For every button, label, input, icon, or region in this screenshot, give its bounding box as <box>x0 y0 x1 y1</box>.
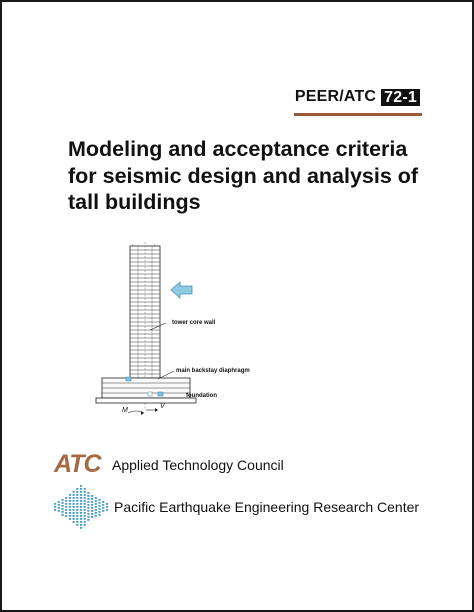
accent-rule <box>294 113 422 116</box>
title-line: for seismic design and analysis of <box>68 163 419 188</box>
label-moment: M <box>122 407 128 414</box>
title-line: Modeling and acceptance criteria <box>68 137 408 161</box>
label-diaphragm: main backstay diaphragm <box>176 368 250 374</box>
svg-text:x: x <box>132 243 134 247</box>
peer-name: Pacific Earthquake Engineering Research Center <box>114 499 420 515</box>
atc-logo: ATC <box>54 450 101 478</box>
series-number: 72-1 <box>381 89 420 106</box>
foundation-mat <box>96 398 196 403</box>
report-title <box>68 136 438 216</box>
svg-text:x: x <box>154 243 156 247</box>
atc-name: Applied Technology Council <box>112 456 284 473</box>
building-diagram-graphic <box>92 240 332 430</box>
series-designation <box>295 88 420 106</box>
series-prefix: PEER/ATC <box>294 88 377 105</box>
org-atc <box>54 450 284 479</box>
lateral-load-arrow <box>171 282 192 298</box>
label-core-wall: tower core wall <box>172 320 216 326</box>
label-shear: V <box>160 403 165 410</box>
title-line: tall buildings <box>68 190 201 214</box>
building-diagram <box>92 240 332 430</box>
org-peer <box>52 484 419 530</box>
label-foundation: foundation <box>186 393 217 399</box>
peer-logo-icon <box>52 484 110 530</box>
